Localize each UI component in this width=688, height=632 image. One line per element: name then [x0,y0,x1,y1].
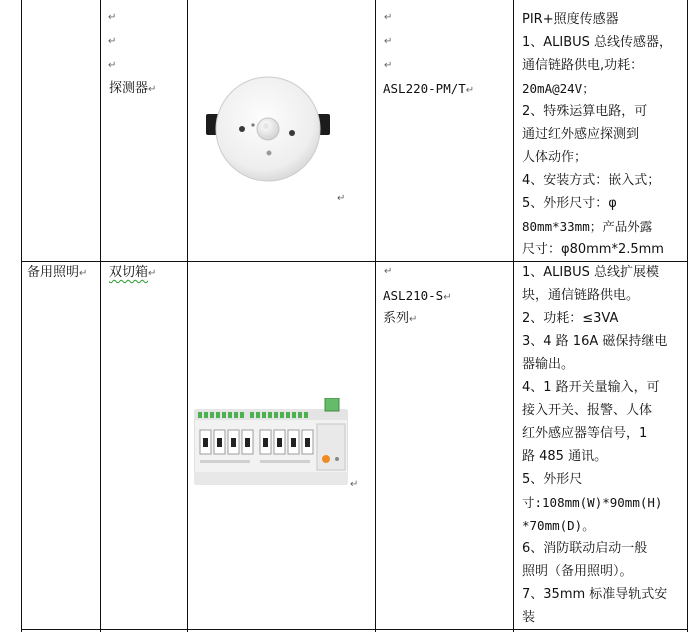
table-column-divider [513,0,514,632]
table-column-divider [100,0,101,632]
description-line: 块，通信链路供电。 [522,288,640,303]
description-line: 尺寸：φ80mm*2.5mm [522,242,664,257]
description-line: 寸:108mm(W)*90mm(H) [522,495,663,510]
paragraph-mark: ↵ [108,12,117,23]
description-line: 通信链路供电,功耗： [522,58,644,73]
paragraph-mark: ↵ [108,60,117,71]
device-name: 双切箱↵ [109,265,157,280]
table-border-left [21,0,22,632]
paragraph-mark: ↵ [384,266,393,277]
description-line: 7、35mm 标准导轨式安 [522,587,668,602]
description-line: 接入开关、报警、人体 [522,403,653,418]
product-description [522,261,684,629]
description-line: 器输出。 [522,357,575,372]
description-line: 4、1 路开关量输入，可 [522,380,660,395]
description-line: 20mA@24V； [522,81,595,96]
description-line: 2、功耗：≤3VA [522,311,619,326]
description-line: 装 [522,610,536,625]
pir-sensor-image [204,76,332,184]
model-number: ASL220-PM/T↵ [383,81,475,96]
category-label: 备用照明↵ [27,265,88,280]
switching-module-image [194,398,348,486]
description-line: PIR+照度传感器 [522,12,619,27]
description-line: 6、消防联动启动一般 [522,541,648,556]
description-line: 通过红外感应探测到 [522,127,640,142]
table-column-divider [187,0,188,632]
description-line: 4、安装方式：嵌入式； [522,173,661,188]
paragraph-mark: ↵ [384,12,393,23]
product-description [522,8,684,261]
description-line: *70mm(D)。 [522,518,595,533]
description-line: 1、ALIBUS 总线扩展模 [522,265,660,280]
description-line: 80mm*33mm；产品外露 [522,219,653,234]
paragraph-mark: ↵ [384,60,393,71]
description-line: 3、4 路 16A 磁保持继电 [522,334,668,349]
description-line: 5、外形尺 [522,472,583,487]
description-line: 1、ALIBUS 总线传感器， [522,35,673,50]
description-line: 红外感应器等信号，1 [522,426,648,441]
device-name: 探测器↵ [109,81,157,96]
anchor-mark: ↵ [337,193,346,204]
description-line: 照明（备用照明）。 [522,564,633,579]
description-line: 人体动作； [522,150,588,165]
paragraph-mark: ↵ [384,36,393,47]
paragraph-mark: ↵ [108,36,117,47]
table-column-divider [375,0,376,632]
description-line: 路 485 通讯。 [522,449,608,464]
description-line: 5、外形尺寸：φ [522,196,617,211]
description-line: 2、特殊运算电路，可 [522,104,648,119]
model-series: 系列↵ [383,311,418,326]
model-number: ASL210-S↵ [383,288,452,303]
anchor-mark: ↵ [350,479,359,490]
table-row-divider [21,629,688,630]
